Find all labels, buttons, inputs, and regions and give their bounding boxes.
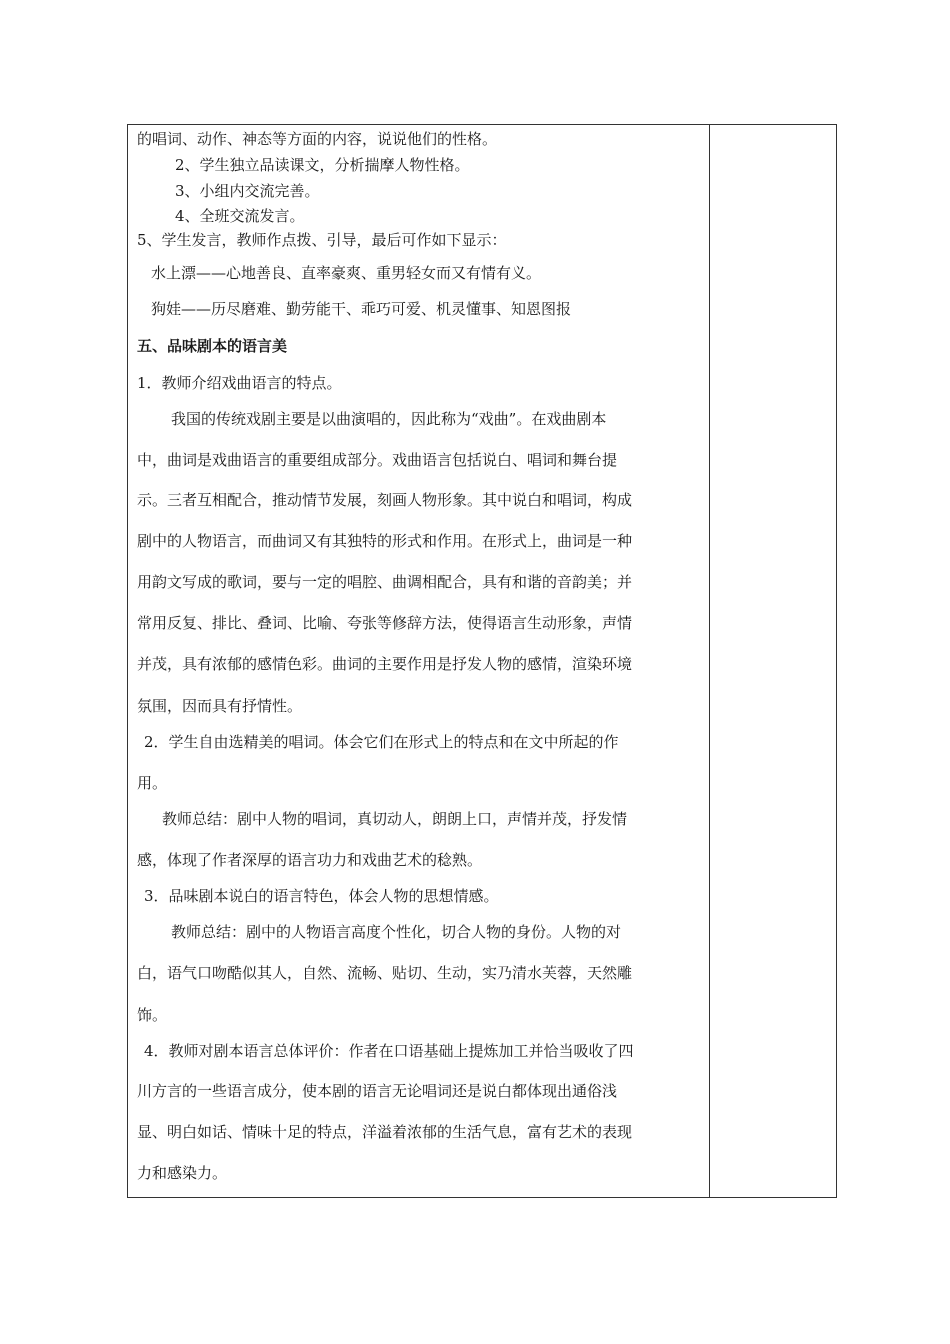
text-line: 显、明白如话、情味十足的特点，洋溢着浓郁的生活气息，富有艺术的表现 [137, 1123, 633, 1141]
text-line: 2．学生自由选精美的唱词。体会它们在形式上的特点和在文中所起的作 [144, 733, 619, 751]
text-line: 4．教师对剧本语言总体评价：作者在口语基础上提炼加工并恰当吸收了四 [144, 1042, 634, 1060]
text-line: 我国的传统戏剧主要是以曲演唱的，因此称为“戏曲”。在戏曲剧本 [171, 410, 607, 428]
text-line: 剧中的人物语言，而曲词又有其独特的形式和作用。在形式上，曲词是一种 [137, 532, 633, 550]
text-line: 示。三者互相配合，推动情节发展，刻画人物形象。其中说白和唱词，构成 [137, 491, 633, 509]
text-line: 用。 [137, 774, 168, 792]
text-line: 用韵文写成的歌词，要与一定的唱腔、曲调相配合，具有和谐的音韵美；并 [137, 573, 633, 591]
text-line: 白，语气口吻酷似其人，自然、流畅、贴切、生动，实乃清水芙蓉，天然雕 [137, 964, 633, 982]
text-line: 4、全班交流发言。 [175, 207, 305, 225]
text-line: 狗娃——历尽磨难、勤劳能干、乖巧可爱、机灵懂事、知恩图报 [151, 300, 572, 318]
text-line: 水上漂——心地善良、直率豪爽、重男轻女而又有情有义。 [151, 264, 542, 282]
text-line: 饰。 [137, 1006, 168, 1024]
text-line: 1．教师介绍戏曲语言的特点。 [137, 374, 342, 392]
column-divider [709, 125, 710, 1197]
text-line: 感，体现了作者深厚的语言功力和戏曲艺术的稔熟。 [137, 851, 483, 869]
text-line: 氛围，因而具有抒情性。 [137, 697, 303, 715]
text-line: 并茂，具有浓郁的感情色彩。曲词的主要作用是抒发人物的感情，渲染环境 [137, 655, 633, 673]
text-line: 教师总结：剧中的人物语言高度个性化，切合人物的身份。人物的对 [171, 923, 622, 941]
text-line: 力和感染力。 [137, 1164, 228, 1182]
text-line: 3．品味剧本说白的语言特色，体会人物的思想情感。 [144, 887, 499, 905]
text-line: 中，曲词是戏曲语言的重要组成部分。戏曲语言包括说白、唱词和舞台提 [137, 451, 618, 469]
lesson-table [127, 124, 837, 1198]
text-line: 2、学生独立品读课文，分析揣摩人物性格。 [175, 156, 470, 174]
text-line: 川方言的一些语言成分，使本剧的语言无论唱词还是说白都体现出通俗浅 [137, 1082, 618, 1100]
text-line: 的唱词、动作、神态等方面的内容，说说他们的性格。 [137, 130, 498, 148]
text-line: 3、小组内交流完善。 [175, 182, 320, 200]
text-line: 5、学生发言，教师作点拨、引导，最后可作如下显示： [137, 231, 507, 249]
text-line: 常用反复、排比、叠词、比喻、夸张等修辞方法，使得语言生动形象，声情 [137, 614, 633, 632]
section-heading: 五、品味剧本的语言美 [137, 337, 288, 355]
text-line: 教师总结：剧中人物的唱词，真切动人，朗朗上口，声情并茂，抒发情 [162, 810, 628, 828]
